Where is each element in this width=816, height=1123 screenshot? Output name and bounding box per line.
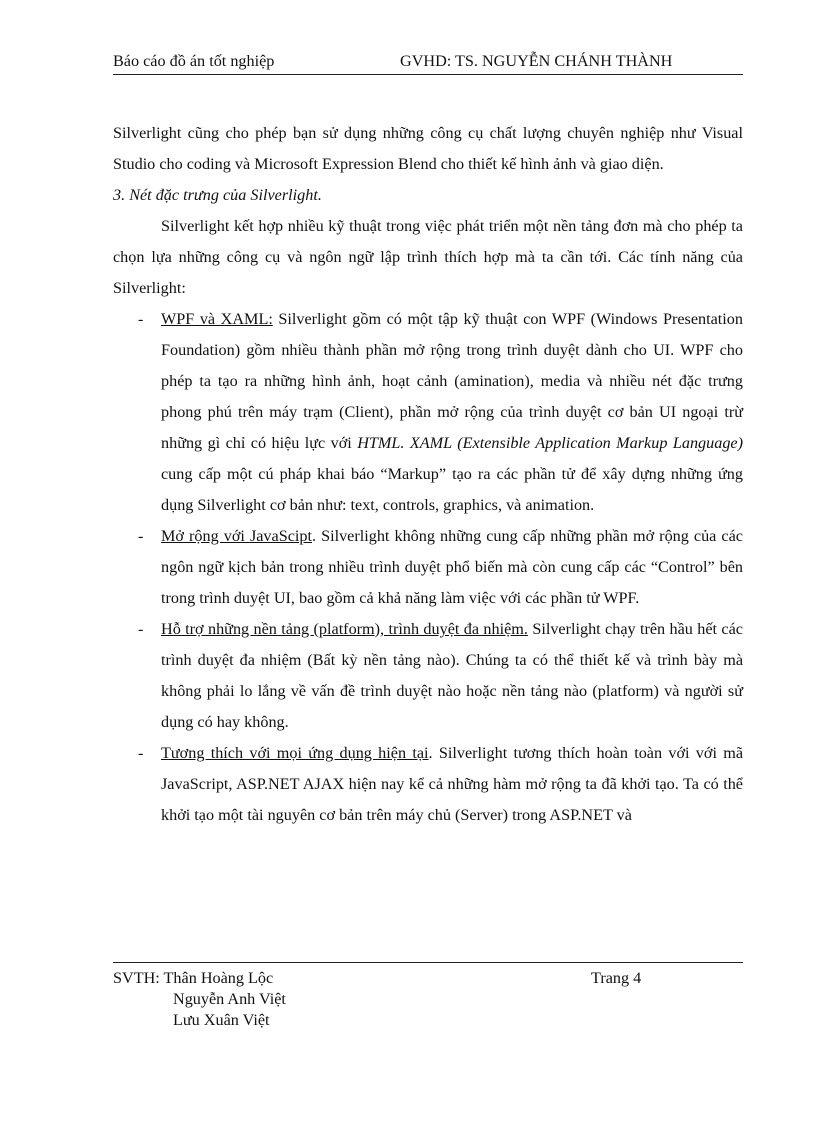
feature-title: WPF và XAML:: [161, 310, 273, 328]
bullet-dash: -: [138, 744, 144, 762]
page-body: [113, 118, 743, 831]
page-number: Trang 4: [591, 969, 642, 987]
student-name: Nguyễn Anh Việt: [173, 990, 286, 1008]
list-item: [113, 304, 743, 521]
list-item: [113, 521, 743, 614]
list-item: [113, 738, 743, 831]
feature-text-italic: HTML. XAML (Extensible Application Markup Language): [357, 434, 743, 452]
bullet-dash: -: [138, 620, 144, 638]
page-header: [113, 52, 743, 75]
feature-text: Silverlight gồm có một tập kỹ thuật con WPF (Windows Presentation Foundation) gồm nhiều thành phần mở rộng trong trình duyệt dành cho UI. WPF cho phép ta tạo ra những hình ảnh, hoạt cảnh (amination), media và nhiều nét đặc trưng phong phú trên máy trạm (Client), phần mở rộng của trình duyệt cơ bản UI ngoại trừ những gì chỉ có hiệu lực với: [161, 310, 743, 452]
student-names: [173, 989, 286, 1031]
feature-title: Hỗ trợ những nền tảng (platform), trình duyệt đa nhiệm.: [161, 620, 528, 638]
feature-text: . Silverlight không những cung cấp những phần mở rộng của các ngôn ngữ kịch bản trong nhiều trình duyệt phổ biến mà còn cung cấp các “Control” bên trong trình duyệt UI, bao gồm cả khả năng làm việc với các phần tử WPF.: [161, 527, 743, 607]
feature-text: cung cấp một cú pháp khai báo “Markup” tạo ra các phần tử để xây dựng những ứng dụng Silverlight cơ bản như: text, controls, graphics, và animation.: [161, 465, 743, 514]
section-heading: 3. Nét đặc trưng của Silverlight.: [113, 186, 322, 204]
student-name: Lưu Xuân Việt: [173, 1011, 270, 1029]
student-label: SVTH: Thân Hoàng Lộc: [113, 969, 274, 987]
supervisor: GVHD: TS. NGUYỄN CHÁNH THÀNH: [400, 52, 673, 70]
feature-text: . Silverlight tương thích hoàn toàn với với mã JavaScript, ASP.NET AJAX hiện nay kể cả những hàm mở rộng ta đã khởi tạo. Ta có thể khởi tạo một tài nguyên cơ bản trên máy chủ (Server) trong ASP.NET và: [161, 744, 744, 824]
bullet-dash: -: [138, 527, 144, 545]
page-footer: [113, 962, 743, 1029]
report-title: Báo cáo đồ án tốt nghiệp: [113, 52, 275, 70]
feature-title: Mở rộng với JavaScipt: [161, 527, 312, 545]
feature-list: [113, 304, 743, 831]
feature-title: Tương thích với mọi ứng dụng hiện tại: [161, 744, 429, 762]
feature-text: Silverlight chạy trên hầu hết các trình duyệt đa nhiệm (Bất kỳ nền tảng nào). Chúng ta có thể thiết kế và trình bày mà không phải lo lắng về vấn đề trình duyệt nào hoặc nền tảng nào (platform) và người sử dụng có hay không.: [161, 620, 743, 731]
intro-paragraph: Silverlight cũng cho phép bạn sử dụng những công cụ chất lượng chuyên nghiệp như Visual Studio cho coding và Microsoft Expression Blend cho thiết kế hình ảnh và giao diện.: [113, 124, 743, 173]
section-intro-paragraph: Silverlight kết hợp nhiều kỹ thuật trong việc phát triển một nền tảng đơn mà cho phép ta chọn lựa những công cụ và ngôn ngữ lập trình thích hợp mà ta cần tới. Các tính năng của Silverlight:: [113, 217, 743, 297]
bullet-dash: -: [138, 310, 144, 328]
list-item: [113, 614, 743, 738]
